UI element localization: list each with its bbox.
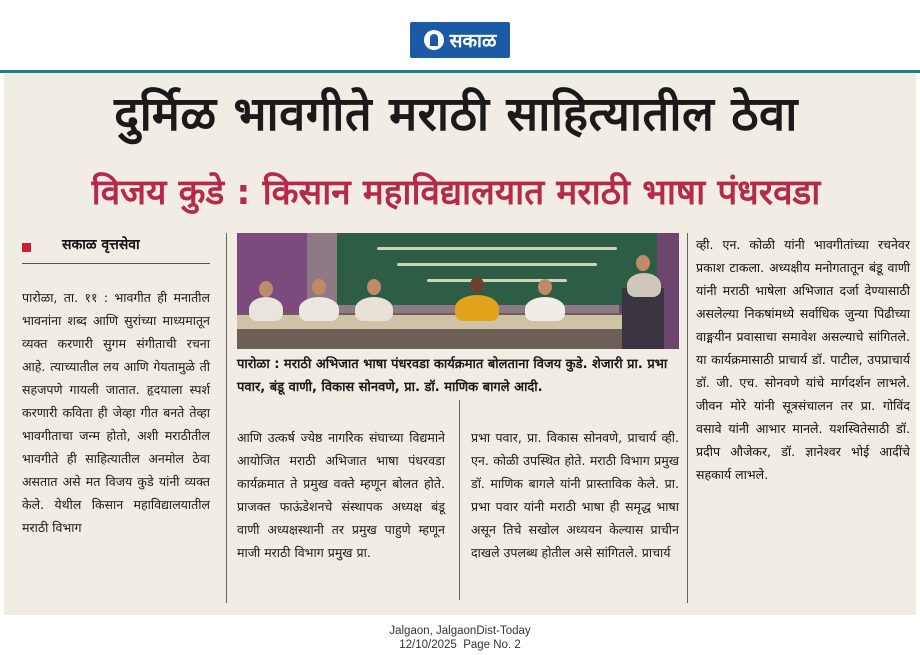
photo-caption: पारोळा : मराठी अभिजात भाषा पंधरवडा कार्यक्रमात बोलताना विजय कुडे. शेजारी प्रा. प्रभा पवार, बंडू वाणी, विकास सोनवणे, प्रा. डॉ. माणिक बागले आदी. — [237, 357, 668, 395]
logo-icon — [424, 30, 444, 50]
article-column-4: व्ही. एन. कोळी यांनी भावगीतांच्या रचनेवर प्रकाश टाकला. अध्यक्षीय मनोगतातून बंडू वाणी यांनी मराठी भाषेला अभिजात दर्जा देण्यासाठी असलेल्या निकषांमध्ये सर्वाधिक जुन्या पिढीच्या वाङ्मयीन प्रवासाचा समावेश असल्याचे सांगितले. या कार्यक्रमासाठी प्राचार्य डॉ. पाटील, उपप्राचार्य डॉ. जी. एच. सोनवणे यांचे मार्गदर्शन लाभले. जीवन मोरे यांनी सूत्रसंचालन तर प्रा. गोविंद वसावे यांनी आभार मानले. यशस्वितेसाठी डॉ. प्रदीप औजेकर, डॉ. ज्ञानेश्वर भोई आदींचे सहकार्य लाभले. — [696, 237, 910, 482]
headline: दुर्मिळ भावगीते मराठी साहित्यातील ठेवा — [114, 87, 798, 142]
article-column-1: पारोळा, ता. ११ : भावगीत ही मनातील भावनांना शब्द आणि सुरांच्या माध्यमातून व्यक्त करणारी सुगम संगीताची रचना आहे. त्याच्यातील लय आणि गेयतामुळे ती सहजपणे गायली जातात. हृदयाला स्पर्श करणारी कविता ही जेव्हा गीत बनते तेव्हा भावगीताचा जन्म होतो, अशी मराठीतील भावगीते ही साहित्यातील अनमोल ठेवा असतात असे मत विजय कुडे यांनी व्यक्त केले. येथील किसान महाविद्यालयातील मराठी विभाग — [22, 290, 210, 535]
column-divider — [226, 233, 227, 603]
column-divider — [687, 233, 688, 603]
byline — [22, 237, 210, 264]
footer-date-page: 12/10/2025 Page No. 2 — [399, 639, 521, 651]
footer-edition: Jalgaon, JalgaonDist-Today — [389, 625, 531, 637]
event-photo — [237, 233, 679, 349]
article-column-3: प्रभा पवार, प्रा. विकास सोनवणे, प्राचार्य व्ही. एन. कोळी उपस्थित होते. मराठी विभाग प्रमुख डॉ. माणिक बागले यांनी प्रास्ताविक केले. प्रा. प्रभा पवार यांनी मराठी भाषा ही समृद्ध भाषा असून तिचे सखोल अध्ययन केल्यास प्राचीन दाखले उपलब्ध होतील असे सांगितले. प्राचार्य — [471, 430, 679, 560]
bullet-square-icon — [22, 243, 31, 252]
article-column-2: आणि उत्कर्ष ज्येष्ठ नागरिक संघाच्या विद्यमाने आयोजित मराठी अभिजात भाषा पंधरवडा कार्यक्रमात ते प्रमुख वक्ते म्हणून बोलत होते. प्राजक्त फाऊंडेशनचे संस्थापक अध्यक्ष बंडू वाणी अध्यक्षस्थानी तर प्रमुख पाहुणे म्हणून माजी मराठी विभाग प्रमुख प्रा. — [237, 430, 445, 560]
column-divider — [459, 400, 460, 600]
footer — [0, 624, 920, 652]
byline-text: सकाळ वृत्तसेवा — [62, 237, 140, 253]
subheadline: विजय कुडे : किसान महाविद्यालयात मराठी भाषा पंधरवडा — [91, 173, 821, 213]
masthead-logo — [410, 22, 510, 58]
logo-text: सकाळ — [449, 30, 497, 52]
